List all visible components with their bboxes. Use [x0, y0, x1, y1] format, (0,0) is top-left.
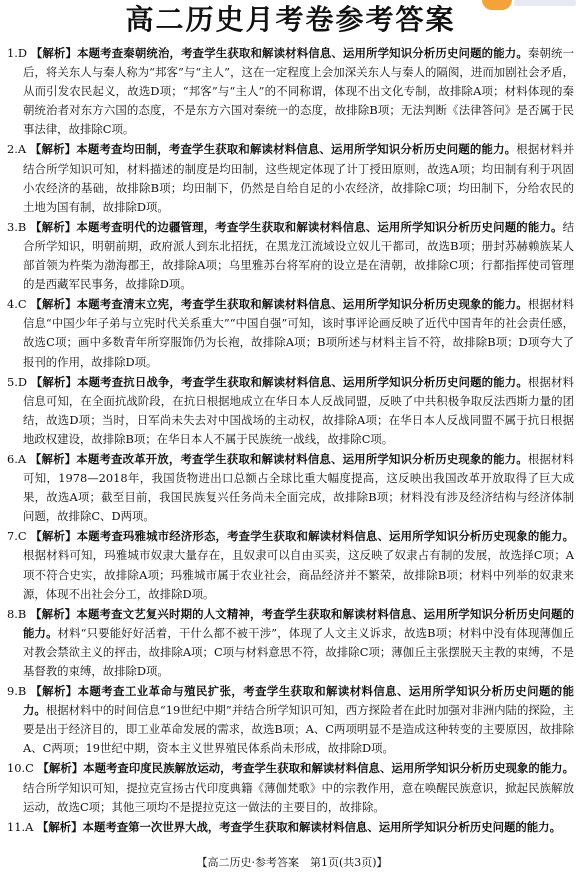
page-footer: 【高二历史·参考答案 第1页(共3页)】 — [196, 856, 388, 869]
answer-item — [7, 682, 574, 758]
question-number: 10.C — [7, 761, 34, 776]
question-number: 5.D — [7, 374, 28, 389]
analysis-topic: 本题考查改革开放，考查学生获取和解读材料信息、运用所学知识分析历史现象的能力。 — [76, 451, 528, 466]
answer-item — [7, 140, 574, 216]
analysis-body: 根据材料可知，1978—2018年，我国货物进出口总额占全球比重大幅度提高，这反映出我国改革开放取得了巨大成果，故选A项；截至目前，我国民族复兴任务尚未全面完成，故排除B项；材料没有涉及经济结构与经济体制问题，故排除C、D两项。 — [23, 451, 574, 524]
question-number: 1.D — [7, 46, 28, 60]
analysis-body: 秦朝统一后，将关东人与秦人称为“邦客”与“主人”，这在一定程度上会加深关东人与秦人的隔阂，进而加剧社会矛盾，从而引发农民起义，故选D项；“邦客”与“主人”的不同称谓，体现不出文化专制，故排除A项；材料体现的秦朝统治者对东方六国的态度，不是东方六国对秦统一的态度，故排除B项；无法判断《法律答问》是否属于民事法律，故排除C项。 — [23, 46, 574, 137]
analysis-topic: 本题考查清末立宪，考查学生获取和解读材料信息、运用所学知识分析历史现象的能力。 — [76, 297, 528, 312]
analysis-body: 根据材料信息可知，在全面抗战阶段，在抗日根据地成立在华日本人反战同盟，反映了中共积极争取反法西斯力量的团结，故选D项；当时，日军尚未失去对中国战场的主动权，故排除A项；在华日本人反战同盟不属于抗日根据地政权建设，故排除B项；在华日本人不属于民族统一战线，故排除C项。 — [23, 374, 574, 446]
analysis-label: 【解析】 — [29, 142, 77, 157]
analysis-topic: 本题考查秦朝统治，考查学生获取和解读材料信息、运用所学知识分析历史问题的能力。 — [77, 46, 528, 60]
analysis-body: 根据材料可知，玛雅城市奴隶大量存在，且奴隶可以自由买卖，这反映了奴隶占有制的发展，故选择C项；A项不符合史实，故排除A项；玛雅城市属于农业社会，商品经济并不繁荣，故排除B项；材料中列举的奴隶来源，体现不出社会分工，故排除D项。 — [23, 548, 574, 601]
analysis-label: 【解析】 — [29, 451, 77, 466]
analysis-label: 【解析】 — [30, 297, 77, 312]
analysis-label: 【解析】 — [30, 46, 78, 60]
analysis-label: 【解析】 — [37, 761, 84, 776]
analysis-topic: 本题考查均田制，考查学生获取和解读材料信息、运用所学知识分析历史问题的能力。 — [76, 142, 517, 157]
analysis-label: 【解析】 — [30, 529, 77, 544]
analysis-label: 【解析】 — [30, 606, 77, 621]
analysis-body: 根据材料并结合所学知识可知，材料描述的制度是均田制，这些规定体现了计丁授田原则，故选A项；均田制有利于巩固小农经济的基础，故排除B项；均田制下，仍然是自给自足的小农经济，故排除C项；均田制下，分给农民的土地为国有制，故排除D项。 — [23, 142, 574, 214]
question-number: 9.B — [7, 684, 27, 699]
analysis-body: 材料“只要能好好活着，干什么都不被干涉”，体现了人文主义诉求，故选B项；材料中没有体现薄伽丘对教会禁欲主义的抨击，故排除A项；C项与材料意思不符，故排除C项；薄伽丘主张摆脱天主教的束缚，不是基督教的束缚，故排除D项。 — [23, 625, 574, 678]
answer-item — [7, 818, 574, 837]
question-number: 3.B — [7, 219, 27, 234]
answer-item — [7, 44, 574, 139]
analysis-label: 【解析】 — [30, 374, 78, 389]
answer-list — [7, 44, 574, 837]
analysis-label: 【解析】 — [30, 684, 78, 699]
question-number: 7.C — [7, 529, 27, 544]
analysis-topic: 本题考查第一次世界大战，考查学生获取和解读材料信息、运用所学知识分析历史问题的能力。 — [82, 819, 561, 834]
answer-item — [7, 295, 574, 371]
analysis-topic: 本题考查文艺复兴时期的人文精神，考查学生获取和解读材料信息、运用所学知识分析历史问题的能力。 — [23, 606, 574, 640]
analysis-topic: 本题考查明代的边疆管理，考查学生获取和解读材料信息、运用所学知识分析历史问题的能力。 — [76, 219, 563, 234]
analysis-topic: 本题考查工业革命与殖民扩张，考查学生获取和解读材料信息、运用所学知识分析历史问题的能力。 — [23, 684, 574, 718]
analysis-topic: 本题考查印度民族解放运动，考查学生获取和解读材料信息、运用所学知识分析历史现象的能力。 — [83, 761, 574, 776]
analysis-topic: 本题考查玛雅城市经济形态，考查学生获取和解读材料信息、运用所学知识分析历史现象的能力。 — [76, 529, 574, 544]
answer-item — [7, 605, 574, 681]
analysis-topic: 本题考查抗日战争，考查学生获取和解读材料信息、运用所学知识分析历史问题的能力。 — [77, 374, 528, 389]
answer-item — [7, 759, 574, 816]
analysis-body: 结合所学知识，明朝前期，政府派人到东北招抚，在黑龙江流域设立奴儿干都司，故选B项；册封苏赫赖族某人部首领为杵柴为渤海郡王，故排除A项；乌里雅苏台将军府的设立是在清朝，故排除C项；行都指挥使司管理的是西藏军民事务，故排除D项。 — [23, 219, 574, 292]
answer-item — [7, 450, 574, 526]
publisher-logo-text — [514, 0, 576, 6]
analysis-label: 【解析】 — [30, 219, 77, 234]
question-number: 6.A — [7, 451, 27, 466]
question-number: 8.B — [7, 606, 27, 621]
answer-item — [7, 373, 574, 449]
question-number: 2.A — [7, 142, 27, 157]
answer-item — [7, 527, 574, 603]
page-title: 高二历史月考卷参考答案 — [125, 3, 456, 36]
analysis-body: 根据材料中的时间信息“19世纪中期”并结合所学知识可知，西方探险者在此时加强对非洲内陆的探险，主要是出于经济目的，即工业革命发展的需求，故选B项；A、C两项明显不是造成这种转变的主要原因，故排除A、C两项；19世纪中期，资本主义世界殖民体系尚未形成，故排除D项。 — [23, 703, 574, 756]
analysis-body: 结合所学知识可知，提拉克宣扬古代印度典籍《薄伽梵歌》中的宗教作用，意在唤醒民族意识，掀起民族解放运动，故选C项；其他三项均不是提拉克这一做法的主要目的，故排除。 — [23, 780, 574, 814]
analysis-body: 根据材料信息“中国少年子弟与立宪时代关系重大”“中国自强”可知，该时事评论画反映了近代中国青年的社会责任感，故选C项；画中多数青年所穿服饰仍为长袍，故排除A项；B项所述与材料主旨不符，故排除B项；D项夸大了报刊的作用，故排除D项。 — [23, 297, 574, 369]
question-number: 11.A — [7, 819, 34, 834]
analysis-label: 【解析】 — [36, 819, 83, 834]
question-number: 4.C — [7, 297, 27, 312]
answer-item — [7, 218, 574, 294]
